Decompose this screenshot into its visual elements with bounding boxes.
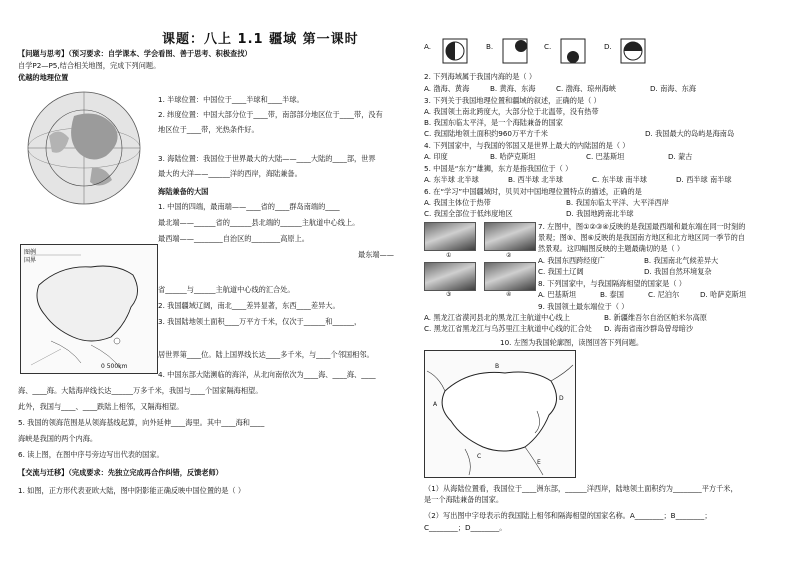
china-outline-map: [424, 350, 576, 478]
map-legend-label: 图例: [24, 249, 37, 256]
q6-stem: 6. 在“学习”中国疆域时，贝贝对中国地理位置特点的描述，正确的是: [424, 187, 642, 196]
question-map-label: 6. 读上图，在图中序号旁边写出代表的国家。: [18, 450, 164, 459]
section2-heading: [18, 468, 223, 477]
question-extremes-east-b: 省______与______主航道中心线的汇合处。: [158, 285, 295, 294]
q2-option-d: D. 南海、东海: [650, 84, 697, 93]
q2-option-b: B. 黄海、东海: [490, 84, 536, 93]
option-label-d: D.: [604, 42, 612, 51]
subheading-location: 优越的地理位置: [18, 73, 69, 82]
map-label-b: B: [495, 363, 500, 370]
question-territorial-b: 海峡是我国的两个内海。: [18, 434, 98, 443]
question-latitude-a: 2. 纬度位置：中国大部分位于____带，南部部分地区位于____带，没有: [158, 110, 383, 119]
question-square: 1. 如图，正方形代表亚欧大陆，图中阴影能正确反映中国位置的是（ ）: [18, 486, 246, 495]
q2-option-c: C. 渤海、琼州海峡: [556, 84, 616, 93]
photo-1: [424, 222, 476, 251]
map-label-e: E: [537, 459, 541, 466]
section2-heading-label: 【交流与迁移】: [18, 468, 69, 477]
photo-2: [484, 222, 536, 251]
q4-option-b: B. 哈萨克斯坦: [490, 152, 536, 161]
q6-option-b: B. 我国东临太平洋、大平洋西岸: [566, 198, 669, 207]
photo-label-2: ②: [506, 252, 512, 259]
q6-option-a: A. 我国主体位于热带: [424, 198, 491, 207]
q7-option-b: B. 我国南北气候差异大: [644, 256, 719, 265]
question-area-b: 居世界第____位。陆上国界线长达____多千米，与____个邻国相邻。: [158, 350, 374, 359]
question-sealand-b: 最大的大洋——______洋的西岸，海陆兼备。: [158, 169, 302, 178]
question-extremes-east: 最东端——: [358, 250, 394, 259]
q4-option-d: D. 蒙古: [668, 152, 693, 161]
q9-option-c: C. 黑龙江省黑龙江与乌苏里江主航道中心线的汇合处: [424, 324, 592, 333]
option-square-a-icon: [442, 38, 468, 64]
q10-part2-b: C________；D________。: [424, 523, 507, 532]
question-territorial-a: 5. 我国的领海范围是从领海基线起算，向外延伸____海里。其中____海和____: [18, 418, 265, 427]
china-map-left: [20, 244, 158, 374]
photo-4: [484, 262, 536, 291]
question-hemisphere: 1. 半球位置：中国位于____半球和____半球。: [158, 95, 304, 104]
q2-option-a: A. 渤海、黄海: [424, 84, 470, 93]
option-square-d-icon: [620, 38, 646, 64]
subheading-bigcountry: 海陆兼备的大国: [158, 187, 209, 196]
option-square-b-icon: [502, 38, 528, 64]
q9-option-d: D. 海南省南沙群岛曾母暗沙: [604, 324, 694, 333]
question-extremes-west: 最西端——________自治区的________高原上。: [158, 234, 309, 243]
q7-stem-a: 7. 左图中，图①②③④反映的是我国最西端和最东端在同一时刻的: [538, 222, 746, 231]
q2-stem: 2. 下列海域属于我国内海的是（ ）: [424, 72, 537, 81]
photo-label-4: ④: [506, 291, 512, 298]
q5-stem: 5. 中国是“东方”雄狮，东方是指我国位于（ ）: [424, 164, 573, 173]
question-latitude-b: 地区位于____带，光热条件好。: [158, 125, 259, 134]
q10-part2: （2）写出图中字母表示的我国陆上相邻和隔海相望的国家名称。A________；B________；: [424, 511, 712, 520]
q8-option-a: A. 巴基斯坦: [538, 290, 577, 299]
square-options: [424, 38, 784, 74]
q10-part1: （1）从海陆位置看，我国位于____洲东部，______洋西岸，陆地领土面积约为________平方千米，: [424, 484, 738, 493]
map-legend-border: 国界: [24, 257, 37, 264]
q9-option-a: A. 黑龙江省漠河县北的黑龙江主航道中心线上: [424, 313, 570, 322]
question-extremes-south: 1. 中国的四端，最南端——____省的____群岛南端的____: [158, 202, 340, 211]
q10-stem: 10. 左图为我国轮廓图，读图回答下列问题。: [500, 338, 644, 347]
question-extremes-north: 最北端——______省的______县北端的______主航道中心线上。: [158, 218, 360, 227]
q4-option-a: A. 印度: [424, 152, 448, 161]
question-span: 2. 我国疆域辽阔，南北____差异显著，东西____差异大。: [158, 301, 340, 310]
map-label-d: D: [559, 395, 564, 402]
q4-option-c: C. 巴基斯坦: [586, 152, 625, 161]
q3-option-c: C. 我国陆地领土面积约960万平方千米: [424, 129, 548, 138]
q7-stem-b: 景观；图⑤、图⑥反映的是我国南方地区和北方地区同一季节的自: [538, 233, 745, 242]
question-seas-c: 此外，我国与____、____跌陆上相邻，又隔海相望。: [18, 402, 184, 411]
map-scale: 0 500km: [101, 363, 128, 370]
q3-option-b: B. 我国东临太平洋，是一个海陆兼备的国家: [424, 118, 563, 127]
q5-option-b: B. 西半球 北半球: [508, 175, 563, 184]
q9-option-b: B. 新疆维吾尔自治区帕米尔高原: [604, 313, 707, 322]
q7-stem-c: 然景观。这四幅图反映的主题最确切的是（ ）: [538, 244, 685, 253]
photo-label-1: ①: [446, 252, 452, 259]
photo-label-3: ③: [446, 291, 452, 298]
q6-option-c: C. 我国全部位于低纬度地区: [424, 209, 513, 218]
page-title: 课题：八上 1.1 疆域 第一课时: [162, 32, 359, 47]
option-label-b: B.: [486, 42, 494, 51]
section1-note: （预习要求：自学课本、学会看图、善于思考、积极查找）: [68, 49, 252, 58]
question-sealand-a: 3. 海陆位置：我国位于世界最大的大陆——____大陆的____部，世界: [158, 154, 376, 163]
photo-3: [424, 262, 476, 291]
option-label-a: A.: [424, 42, 432, 51]
q3-option-a: A. 我国领土南北跨度大，大部分位于北温带，没有热带: [424, 107, 599, 116]
q4-stem: 4. 下列国家中，与我国的邻国又是世界上最大的内陆国的是（ ）: [424, 141, 630, 150]
section2-note: （完成要求：先独立完成再合作纠错，反馈老师）: [68, 468, 223, 477]
q5-option-d: D. 西半球 南半球: [676, 175, 732, 184]
option-square-c-icon: [560, 38, 586, 64]
q9-stem: 9. 我国领土最东端位于（ ）: [538, 302, 629, 311]
q7-option-a: A. 我国东西跨经度广: [538, 256, 605, 265]
option-label-c: C.: [544, 42, 552, 51]
q10-part1-b: 是一个海陆兼备的国家。: [424, 495, 504, 504]
section1-heading: [18, 49, 252, 58]
q7-option-d: D. 我国自然环境复杂: [644, 267, 712, 276]
q6-option-d: D. 我国地跨南北半球: [566, 209, 634, 218]
q8-option-c: C. 尼泊尔: [648, 290, 680, 299]
q8-option-b: B. 泰国: [600, 290, 624, 299]
q7-option-c: C. 我国土辽阔: [538, 267, 584, 276]
globe-figure: [14, 86, 154, 206]
q8-stem: 8. 下列国家中，与我国隔海相望的国家是（ ）: [538, 279, 686, 288]
q5-option-c: C. 东半球 南半球: [592, 175, 647, 184]
map-label-c: C: [477, 453, 482, 460]
q3-stem: 3. 下列关于我国地理位置和疆域的叙述，正确的是（ ）: [424, 96, 601, 105]
q8-option-d: D. 哈萨克斯坦: [700, 290, 747, 299]
section1-heading-label: 【问题与思考】: [18, 49, 69, 58]
question-seas-b: 海、____海。大陆海岸线长达______万多千米，我国与____个国家隔海相望。: [18, 386, 263, 395]
q3-option-d: D. 我国最大的岛屿是海南岛: [645, 129, 735, 138]
intro-text: 自学P2—P5,结合相关地图，完成下列问题。: [18, 61, 161, 70]
question-area-a: 3. 我国陆地领土面积____万平方千米，仅次于______和______，: [158, 317, 362, 326]
q5-option-a: A. 东半球 北半球: [424, 175, 479, 184]
map-label-a: A: [433, 401, 438, 408]
question-seas-a: 4. 中国东部大陆濒临的海洋，从北向南依次为____海、____海、____: [158, 370, 376, 379]
